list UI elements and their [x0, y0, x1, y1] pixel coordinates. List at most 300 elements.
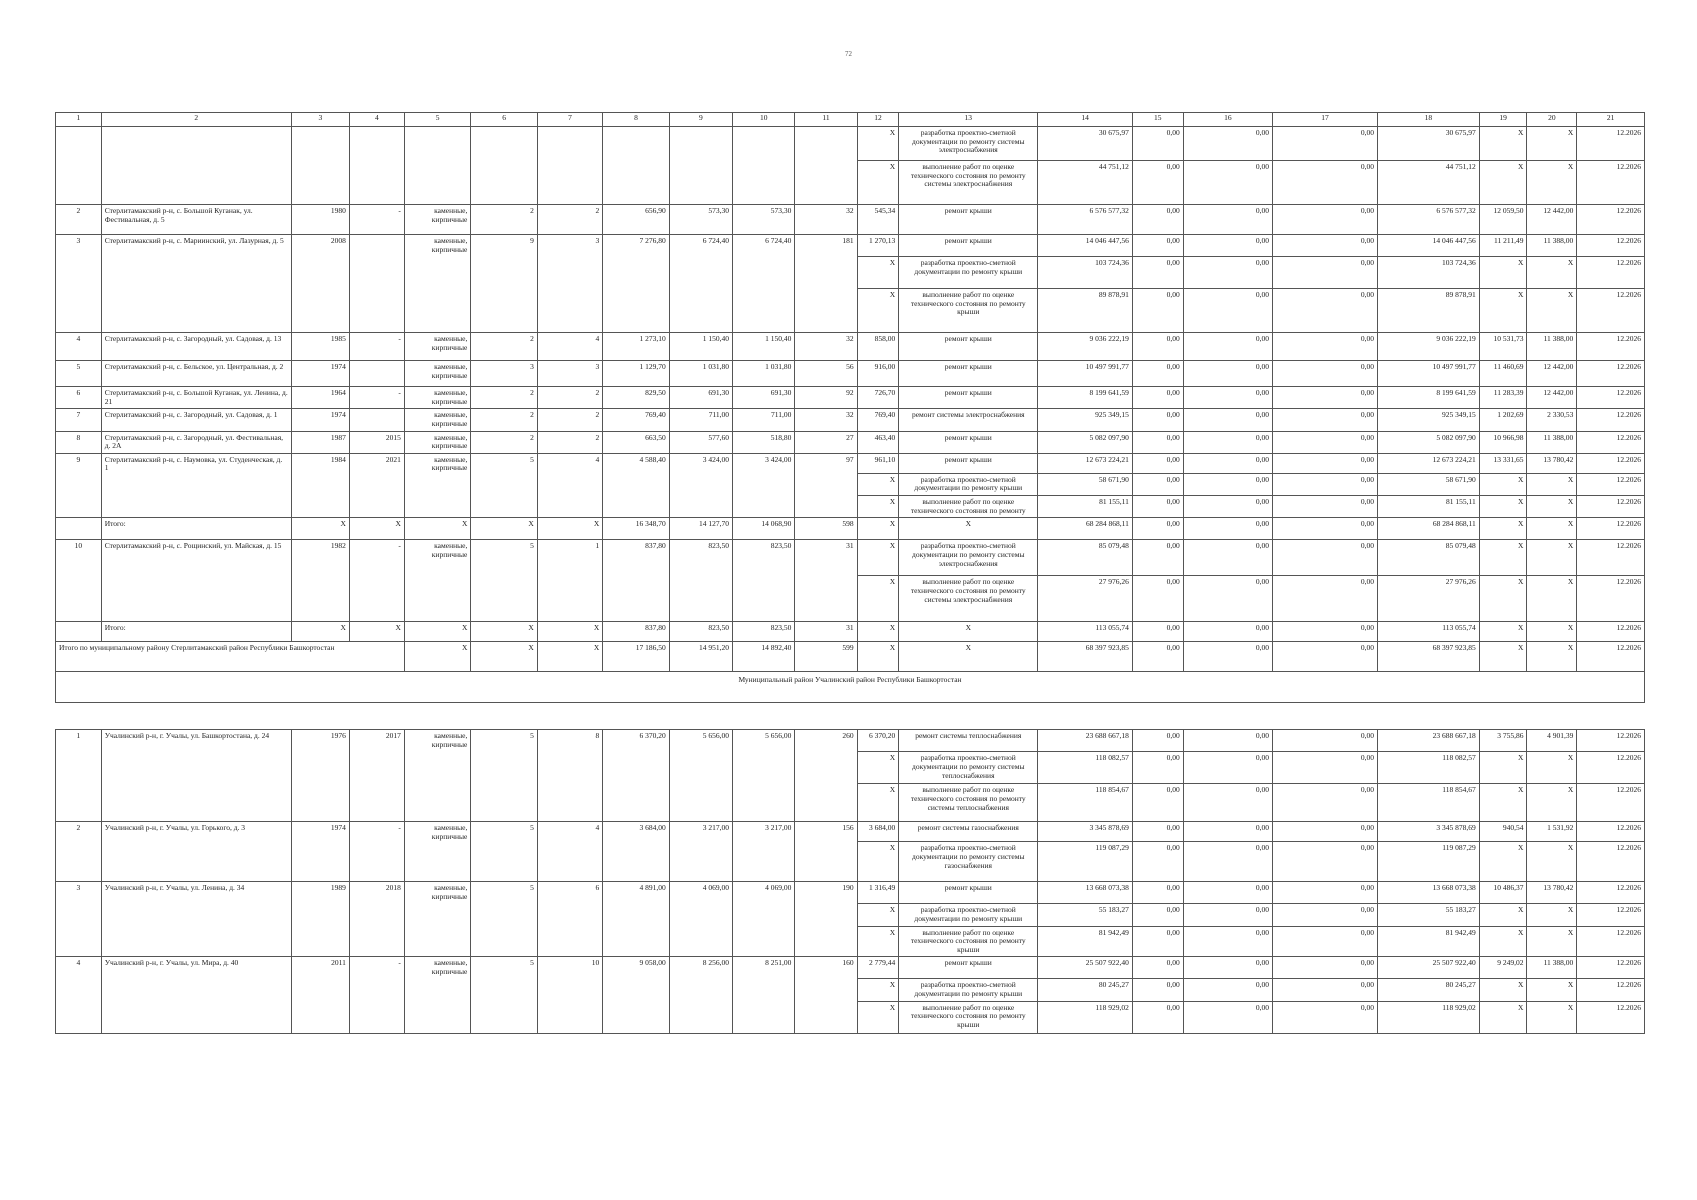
cell-col-18: 5 082 097,90 [1377, 431, 1479, 453]
table-row [56, 730, 1645, 752]
cell-col-19: 3 755,86 [1479, 730, 1527, 752]
cell-col-15: 0,00 [1132, 161, 1183, 205]
cell-col-18: 118 854,67 [1377, 784, 1479, 822]
cell-col-12: 916,00 [857, 361, 899, 387]
cell-col-10: 711,00 [733, 409, 795, 431]
cell-col-16: 0,00 [1183, 431, 1272, 453]
cell-col-7 [537, 127, 602, 205]
cell-col-14: 103 724,36 [1038, 257, 1133, 289]
cell-col-18: 103 724,36 [1377, 257, 1479, 289]
cell-col-19: X [1479, 161, 1527, 205]
cell-col-11 [795, 127, 857, 205]
cell-col-15: 0,00 [1132, 473, 1183, 495]
spacer-cell [56, 703, 1645, 730]
cell-col-20: 12 442,00 [1527, 387, 1577, 409]
cell-col-3: 1984 [291, 453, 349, 518]
cell-col-9: 8 256,00 [669, 957, 732, 1033]
cell-col-8: 829,50 [603, 387, 669, 409]
cell-col-6: 3 [471, 361, 537, 387]
cell-col-9: 823,50 [669, 540, 732, 622]
cell-col-1 [56, 127, 102, 205]
cell-col-14: 58 671,90 [1038, 473, 1133, 495]
cell-col-10: 8 251,00 [733, 957, 795, 1033]
cell-col-1: 2 [56, 822, 102, 882]
cell-col-17: 0,00 [1273, 205, 1378, 235]
total-col-10: 823,50 [733, 622, 795, 642]
cell-col-15: 0,00 [1132, 361, 1183, 387]
cell-col-19: 10 966,98 [1479, 431, 1527, 453]
cell-col-20: 11 388,00 [1527, 957, 1577, 979]
cell-col-2: Учалинский р-н, г. Учалы, ул. Мира, д. 40 [101, 957, 291, 1033]
cell-col-16: 0,00 [1183, 576, 1272, 622]
total-col-16: 0,00 [1183, 622, 1272, 642]
repair-program-table [55, 112, 1645, 1034]
table-row [56, 333, 1645, 361]
cell-col-3: 1976 [291, 730, 349, 822]
header-col-16: 16 [1183, 113, 1272, 127]
cell-col-21: 12.2026 [1577, 361, 1645, 387]
cell-col-15: 0,00 [1132, 289, 1183, 333]
cell-col-21: 12.2026 [1577, 387, 1645, 409]
cell-col-7: 4 [537, 822, 602, 882]
cell-col-20: X [1527, 161, 1577, 205]
cell-col-1: 5 [56, 361, 102, 387]
cell-col-19: X [1479, 1001, 1527, 1033]
cell-col-1: 3 [56, 882, 102, 957]
cell-col-18: 80 245,27 [1377, 979, 1479, 1001]
cell-col-9: 3 424,00 [669, 453, 732, 518]
cell-col-14: 8 199 641,59 [1038, 387, 1133, 409]
cell-col-14: 81 155,11 [1038, 496, 1133, 518]
cell-col-12: X [857, 842, 899, 882]
cell-col-6: 5 [471, 540, 537, 622]
cell-col-17: 0,00 [1273, 387, 1378, 409]
cell-col-13: ремонт системы электроснабжения [899, 409, 1038, 431]
cell-col-15: 0,00 [1132, 235, 1183, 257]
cell-col-14: 118 082,57 [1038, 752, 1133, 784]
total-col-21: 12.2026 [1577, 622, 1645, 642]
grand-total-col-5: X [404, 642, 470, 672]
table-row [56, 453, 1645, 473]
cell-col-19: 10 486,37 [1479, 882, 1527, 904]
cell-col-14: 118 929,02 [1038, 1001, 1133, 1033]
cell-col-16: 0,00 [1183, 882, 1272, 904]
cell-col-21: 12.2026 [1577, 453, 1645, 473]
cell-col-12: X [857, 1001, 899, 1033]
cell-col-8: 7 276,80 [603, 235, 669, 333]
cell-col-19: 11 211,49 [1479, 235, 1527, 257]
cell-col-11: 260 [795, 730, 857, 822]
cell-col-2: Стерлитамакский р-н, с. Мариинский, ул. Лазурная, д. 5 [101, 235, 291, 333]
grand-total-col-20: X [1527, 642, 1577, 672]
header-col-8: 8 [603, 113, 669, 127]
cell-col-4: 2015 [349, 431, 404, 453]
header-col-15: 15 [1132, 113, 1183, 127]
cell-col-2: Стерлитамакский р-н, с. Рощинский, ул. Майская, д. 15 [101, 540, 291, 622]
cell-col-13: разработка проектно-сметной документации по ремонту системы электроснабжения [899, 540, 1038, 576]
cell-col-2: Учалинский р-н, г. Учалы, ул. Горького, д. 3 [101, 822, 291, 882]
cell-col-6: 5 [471, 882, 537, 957]
cell-col-19: 9 249,02 [1479, 957, 1527, 979]
cell-col-21: 12.2026 [1577, 235, 1645, 257]
cell-col-8: 769,40 [603, 409, 669, 431]
total-col-18: 68 284 868,11 [1377, 518, 1479, 540]
cell-col-17: 0,00 [1273, 926, 1378, 957]
cell-col-11: 97 [795, 453, 857, 518]
cell-col-21: 12.2026 [1577, 576, 1645, 622]
cell-col-17: 0,00 [1273, 235, 1378, 257]
cell-col-19: X [1479, 540, 1527, 576]
cell-col-16: 0,00 [1183, 1001, 1272, 1033]
section-row [56, 672, 1645, 703]
cell-col-20: X [1527, 473, 1577, 495]
cell-col-14: 89 878,91 [1038, 289, 1133, 333]
cell-col-6: 5 [471, 453, 537, 518]
cell-col-4: 2017 [349, 730, 404, 822]
cell-col-10: 691,30 [733, 387, 795, 409]
grand-total-col-15: 0,00 [1132, 642, 1183, 672]
cell-col-12: X [857, 752, 899, 784]
cell-col-10: 518,80 [733, 431, 795, 453]
cell-col-11: 181 [795, 235, 857, 333]
cell-col-14: 5 082 097,90 [1038, 431, 1133, 453]
cell-col-4 [349, 127, 404, 205]
cell-col-6: 5 [471, 957, 537, 1033]
header-col-10: 10 [733, 113, 795, 127]
cell-col-21: 12.2026 [1577, 409, 1645, 431]
total-col-10: 14 068,90 [733, 518, 795, 540]
cell-col-19: 10 531,73 [1479, 333, 1527, 361]
cell-col-16: 0,00 [1183, 730, 1272, 752]
cell-col-21: 12.2026 [1577, 730, 1645, 752]
cell-col-14: 55 183,27 [1038, 904, 1133, 926]
cell-col-21: 12.2026 [1577, 333, 1645, 361]
cell-col-17: 0,00 [1273, 882, 1378, 904]
cell-col-21: 12.2026 [1577, 431, 1645, 453]
cell-col-12: X [857, 926, 899, 957]
cell-col-12: 961,10 [857, 453, 899, 473]
cell-col-4: - [349, 957, 404, 1033]
header-col-2: 2 [101, 113, 291, 127]
cell-col-17: 0,00 [1273, 784, 1378, 822]
cell-col-13: разработка проектно-сметной документации по ремонту системы электроснабжения [899, 127, 1038, 161]
cell-col-9: 1 031,80 [669, 361, 732, 387]
cell-col-14: 3 345 878,69 [1038, 822, 1133, 842]
cell-col-16: 0,00 [1183, 540, 1272, 576]
cell-col-18: 81 155,11 [1377, 496, 1479, 518]
cell-col-20: X [1527, 576, 1577, 622]
cell-col-7: 2 [537, 431, 602, 453]
cell-col-17: 0,00 [1273, 161, 1378, 205]
cell-col-12: 769,40 [857, 409, 899, 431]
total-col-12: X [857, 622, 899, 642]
total-col-9: 14 127,70 [669, 518, 732, 540]
total-col-3: X [291, 518, 349, 540]
cell-col-16: 0,00 [1183, 979, 1272, 1001]
cell-col-13: ремонт крыши [899, 957, 1038, 979]
cell-col-21: 12.2026 [1577, 979, 1645, 1001]
spacer-row [56, 703, 1645, 730]
cell-col-19: X [1479, 257, 1527, 289]
cell-col-13: выполнение работ по оценке технического состояния по ремонту системы электроснабжения [899, 161, 1038, 205]
grand-total-col-19: X [1479, 642, 1527, 672]
cell-col-12: X [857, 904, 899, 926]
cell-col-14: 119 087,29 [1038, 842, 1133, 882]
cell-col-17: 0,00 [1273, 822, 1378, 842]
cell-col-11: 56 [795, 361, 857, 387]
grand-total-col-8: 17 186,50 [603, 642, 669, 672]
cell-col-3: 2011 [291, 957, 349, 1033]
cell-col-2: Стерлитамакский р-н, с. Загородный, ул. Фестивальная, д. 2А [101, 431, 291, 453]
cell-col-19: 1 202,69 [1479, 409, 1527, 431]
cell-col-19: X [1479, 904, 1527, 926]
cell-col-19: 940,54 [1479, 822, 1527, 842]
cell-col-16: 0,00 [1183, 842, 1272, 882]
cell-col-3: 1989 [291, 882, 349, 957]
cell-col-5: каменные, кирпичные [404, 431, 470, 453]
cell-col-5: каменные, кирпичные [404, 205, 470, 235]
cell-col-18: 89 878,91 [1377, 289, 1479, 333]
cell-col-15: 0,00 [1132, 496, 1183, 518]
repair-program-table-container [55, 112, 1645, 1034]
cell-col-17: 0,00 [1273, 409, 1378, 431]
cell-col-20: 12 442,00 [1527, 361, 1577, 387]
cell-col-1: 4 [56, 333, 102, 361]
cell-col-21: 12.2026 [1577, 1001, 1645, 1033]
cell-col-5: каменные, кирпичные [404, 882, 470, 957]
cell-col-21: 12.2026 [1577, 752, 1645, 784]
cell-col-6: 5 [471, 730, 537, 822]
total-col-11: 598 [795, 518, 857, 540]
table-row [56, 235, 1645, 257]
grand-total-col-7: X [537, 642, 602, 672]
total-col-2: Итого: [101, 518, 291, 540]
cell-col-15: 0,00 [1132, 957, 1183, 979]
header-col-20: 20 [1527, 113, 1577, 127]
cell-col-14: 118 854,67 [1038, 784, 1133, 822]
cell-col-20: 11 388,00 [1527, 431, 1577, 453]
cell-col-1: 1 [56, 730, 102, 822]
cell-col-12: 6 370,20 [857, 730, 899, 752]
cell-col-19: X [1479, 576, 1527, 622]
cell-col-3: 1974 [291, 822, 349, 882]
cell-col-18: 81 942,49 [1377, 926, 1479, 957]
cell-col-18: 44 751,12 [1377, 161, 1479, 205]
cell-col-12: 2 779,44 [857, 957, 899, 979]
cell-col-2: Учалинский р-н, г. Учалы, ул. Башкортостана, д. 24 [101, 730, 291, 822]
cell-col-20: 2 330,53 [1527, 409, 1577, 431]
cell-col-12: X [857, 496, 899, 518]
table-row [56, 822, 1645, 842]
cell-col-15: 0,00 [1132, 205, 1183, 235]
cell-col-12: X [857, 540, 899, 576]
cell-col-17: 0,00 [1273, 842, 1378, 882]
cell-col-1: 2 [56, 205, 102, 235]
cell-col-12: X [857, 473, 899, 495]
cell-col-7: 2 [537, 387, 602, 409]
total-col-8: 837,80 [603, 622, 669, 642]
cell-col-7: 6 [537, 882, 602, 957]
cell-col-4: - [349, 205, 404, 235]
cell-col-13: ремонт системы газоснабжения [899, 822, 1038, 842]
cell-col-12: X [857, 127, 899, 161]
cell-col-14: 25 507 922,40 [1038, 957, 1133, 979]
cell-col-20: 4 901,39 [1527, 730, 1577, 752]
cell-col-4: - [349, 333, 404, 361]
cell-col-14: 13 668 073,38 [1038, 882, 1133, 904]
cell-col-11: 31 [795, 540, 857, 622]
cell-col-14: 6 576 577,32 [1038, 205, 1133, 235]
cell-col-8 [603, 127, 669, 205]
cell-col-17: 0,00 [1273, 257, 1378, 289]
cell-col-20: X [1527, 979, 1577, 1001]
cell-col-7: 1 [537, 540, 602, 622]
cell-col-20: 12 442,00 [1527, 205, 1577, 235]
cell-col-13: выполнение работ по оценке технического состояния по ремонту крыши [899, 926, 1038, 957]
cell-col-2: Стерлитамакский р-н, с. Большой Куганак, ул. Фестивальная, д. 5 [101, 205, 291, 235]
cell-col-5: каменные, кирпичные [404, 957, 470, 1033]
cell-col-21: 12.2026 [1577, 842, 1645, 882]
cell-col-3: 2008 [291, 235, 349, 333]
cell-col-2: Стерлитамакский р-н, с. Загородный, ул. Садовая, д. 13 [101, 333, 291, 361]
header-col-14: 14 [1038, 113, 1133, 127]
total-col-16: 0,00 [1183, 518, 1272, 540]
cell-col-20: X [1527, 926, 1577, 957]
cell-col-17: 0,00 [1273, 496, 1378, 518]
cell-col-10: 4 069,00 [733, 882, 795, 957]
cell-col-20: X [1527, 904, 1577, 926]
header-col-11: 11 [795, 113, 857, 127]
total-col-9: 823,50 [669, 622, 732, 642]
cell-col-20: 11 388,00 [1527, 333, 1577, 361]
header-col-4: 4 [349, 113, 404, 127]
cell-col-21: 12.2026 [1577, 127, 1645, 161]
section-title: Муниципальный район Учалинский район Республики Башкортостан [56, 672, 1645, 703]
total-col-15: 0,00 [1132, 622, 1183, 642]
cell-col-10 [733, 127, 795, 205]
cell-col-1: 3 [56, 235, 102, 333]
cell-col-17: 0,00 [1273, 957, 1378, 979]
cell-col-1: 4 [56, 957, 102, 1033]
cell-col-6 [471, 127, 537, 205]
cell-col-3: 1982 [291, 540, 349, 622]
cell-col-8: 663,50 [603, 431, 669, 453]
total-col-13: X [899, 518, 1038, 540]
cell-col-12: X [857, 576, 899, 622]
cell-col-14: 27 976,26 [1038, 576, 1133, 622]
cell-col-17: 0,00 [1273, 904, 1378, 926]
cell-col-17: 0,00 [1273, 473, 1378, 495]
total-row [56, 518, 1645, 540]
total-col-4: X [349, 622, 404, 642]
cell-col-2: Стерлитамакский р-н, с. Бельское, ул. Центральная, д. 2 [101, 361, 291, 387]
cell-col-4: - [349, 540, 404, 622]
cell-col-19: 11 283,39 [1479, 387, 1527, 409]
cell-col-15: 0,00 [1132, 333, 1183, 361]
cell-col-21: 12.2026 [1577, 957, 1645, 979]
header-col-6: 6 [471, 113, 537, 127]
cell-col-19: 11 460,69 [1479, 361, 1527, 387]
cell-col-6: 2 [471, 333, 537, 361]
cell-col-21: 12.2026 [1577, 289, 1645, 333]
cell-col-16: 0,00 [1183, 127, 1272, 161]
grand-total-col-10: 14 892,40 [733, 642, 795, 672]
cell-col-13: выполнение работ по оценке технического состояния по ремонту системы электроснабжения [899, 576, 1038, 622]
cell-col-15: 0,00 [1132, 387, 1183, 409]
cell-col-6: 2 [471, 431, 537, 453]
cell-col-20: X [1527, 127, 1577, 161]
grand-total-col-18: 68 397 923,85 [1377, 642, 1479, 672]
header-col-5: 5 [404, 113, 470, 127]
cell-col-6: 5 [471, 822, 537, 882]
cell-col-3: 1985 [291, 333, 349, 361]
cell-col-21: 12.2026 [1577, 540, 1645, 576]
cell-col-18: 3 345 878,69 [1377, 822, 1479, 842]
cell-col-2: Учалинский р-н, г. Учалы, ул. Ленина, д. 34 [101, 882, 291, 957]
cell-col-20: X [1527, 784, 1577, 822]
cell-col-11: 156 [795, 822, 857, 882]
cell-col-15: 0,00 [1132, 127, 1183, 161]
cell-col-6: 9 [471, 235, 537, 333]
cell-col-6: 2 [471, 409, 537, 431]
cell-col-6: 2 [471, 387, 537, 409]
total-col-2: Итого: [101, 622, 291, 642]
cell-col-7: 10 [537, 957, 602, 1033]
total-col-12: X [857, 518, 899, 540]
cell-col-3: 1964 [291, 387, 349, 409]
cell-col-16: 0,00 [1183, 473, 1272, 495]
cell-col-17: 0,00 [1273, 127, 1378, 161]
cell-col-9: 577,60 [669, 431, 732, 453]
cell-col-13: выполнение работ по оценке технического состояния по ремонту крыши [899, 1001, 1038, 1033]
cell-col-19: X [1479, 752, 1527, 784]
grand-total-col-9: 14 951,20 [669, 642, 732, 672]
cell-col-2 [101, 127, 291, 205]
cell-col-14: 23 688 667,18 [1038, 730, 1133, 752]
cell-col-21: 12.2026 [1577, 473, 1645, 495]
total-col-20: X [1527, 518, 1577, 540]
cell-col-16: 0,00 [1183, 387, 1272, 409]
grand-total-col-13: X [899, 642, 1038, 672]
total-col-6: X [471, 518, 537, 540]
cell-col-16: 0,00 [1183, 257, 1272, 289]
header-col-12: 12 [857, 113, 899, 127]
cell-col-2: Стерлитамакский р-н, с. Большой Куганак, ул. Ленина, д. 21 [101, 387, 291, 409]
cell-col-16: 0,00 [1183, 822, 1272, 842]
cell-col-11: 92 [795, 387, 857, 409]
table-row [56, 361, 1645, 387]
cell-col-19: X [1479, 926, 1527, 957]
cell-col-19: X [1479, 473, 1527, 495]
cell-col-19: 12 059,50 [1479, 205, 1527, 235]
cell-col-9 [669, 127, 732, 205]
cell-col-1: 9 [56, 453, 102, 518]
cell-col-10: 5 656,00 [733, 730, 795, 822]
cell-col-16: 0,00 [1183, 784, 1272, 822]
cell-col-19: X [1479, 842, 1527, 882]
cell-col-15: 0,00 [1132, 540, 1183, 576]
cell-col-18: 30 675,97 [1377, 127, 1479, 161]
cell-col-14: 925 349,15 [1038, 409, 1133, 431]
cell-col-12: 726,70 [857, 387, 899, 409]
cell-col-5: каменные, кирпичные [404, 730, 470, 822]
cell-col-15: 0,00 [1132, 576, 1183, 622]
cell-col-16: 0,00 [1183, 161, 1272, 205]
cell-col-17: 0,00 [1273, 1001, 1378, 1033]
cell-col-11: 190 [795, 882, 857, 957]
cell-col-8: 3 684,00 [603, 822, 669, 882]
total-col-13: X [899, 622, 1038, 642]
